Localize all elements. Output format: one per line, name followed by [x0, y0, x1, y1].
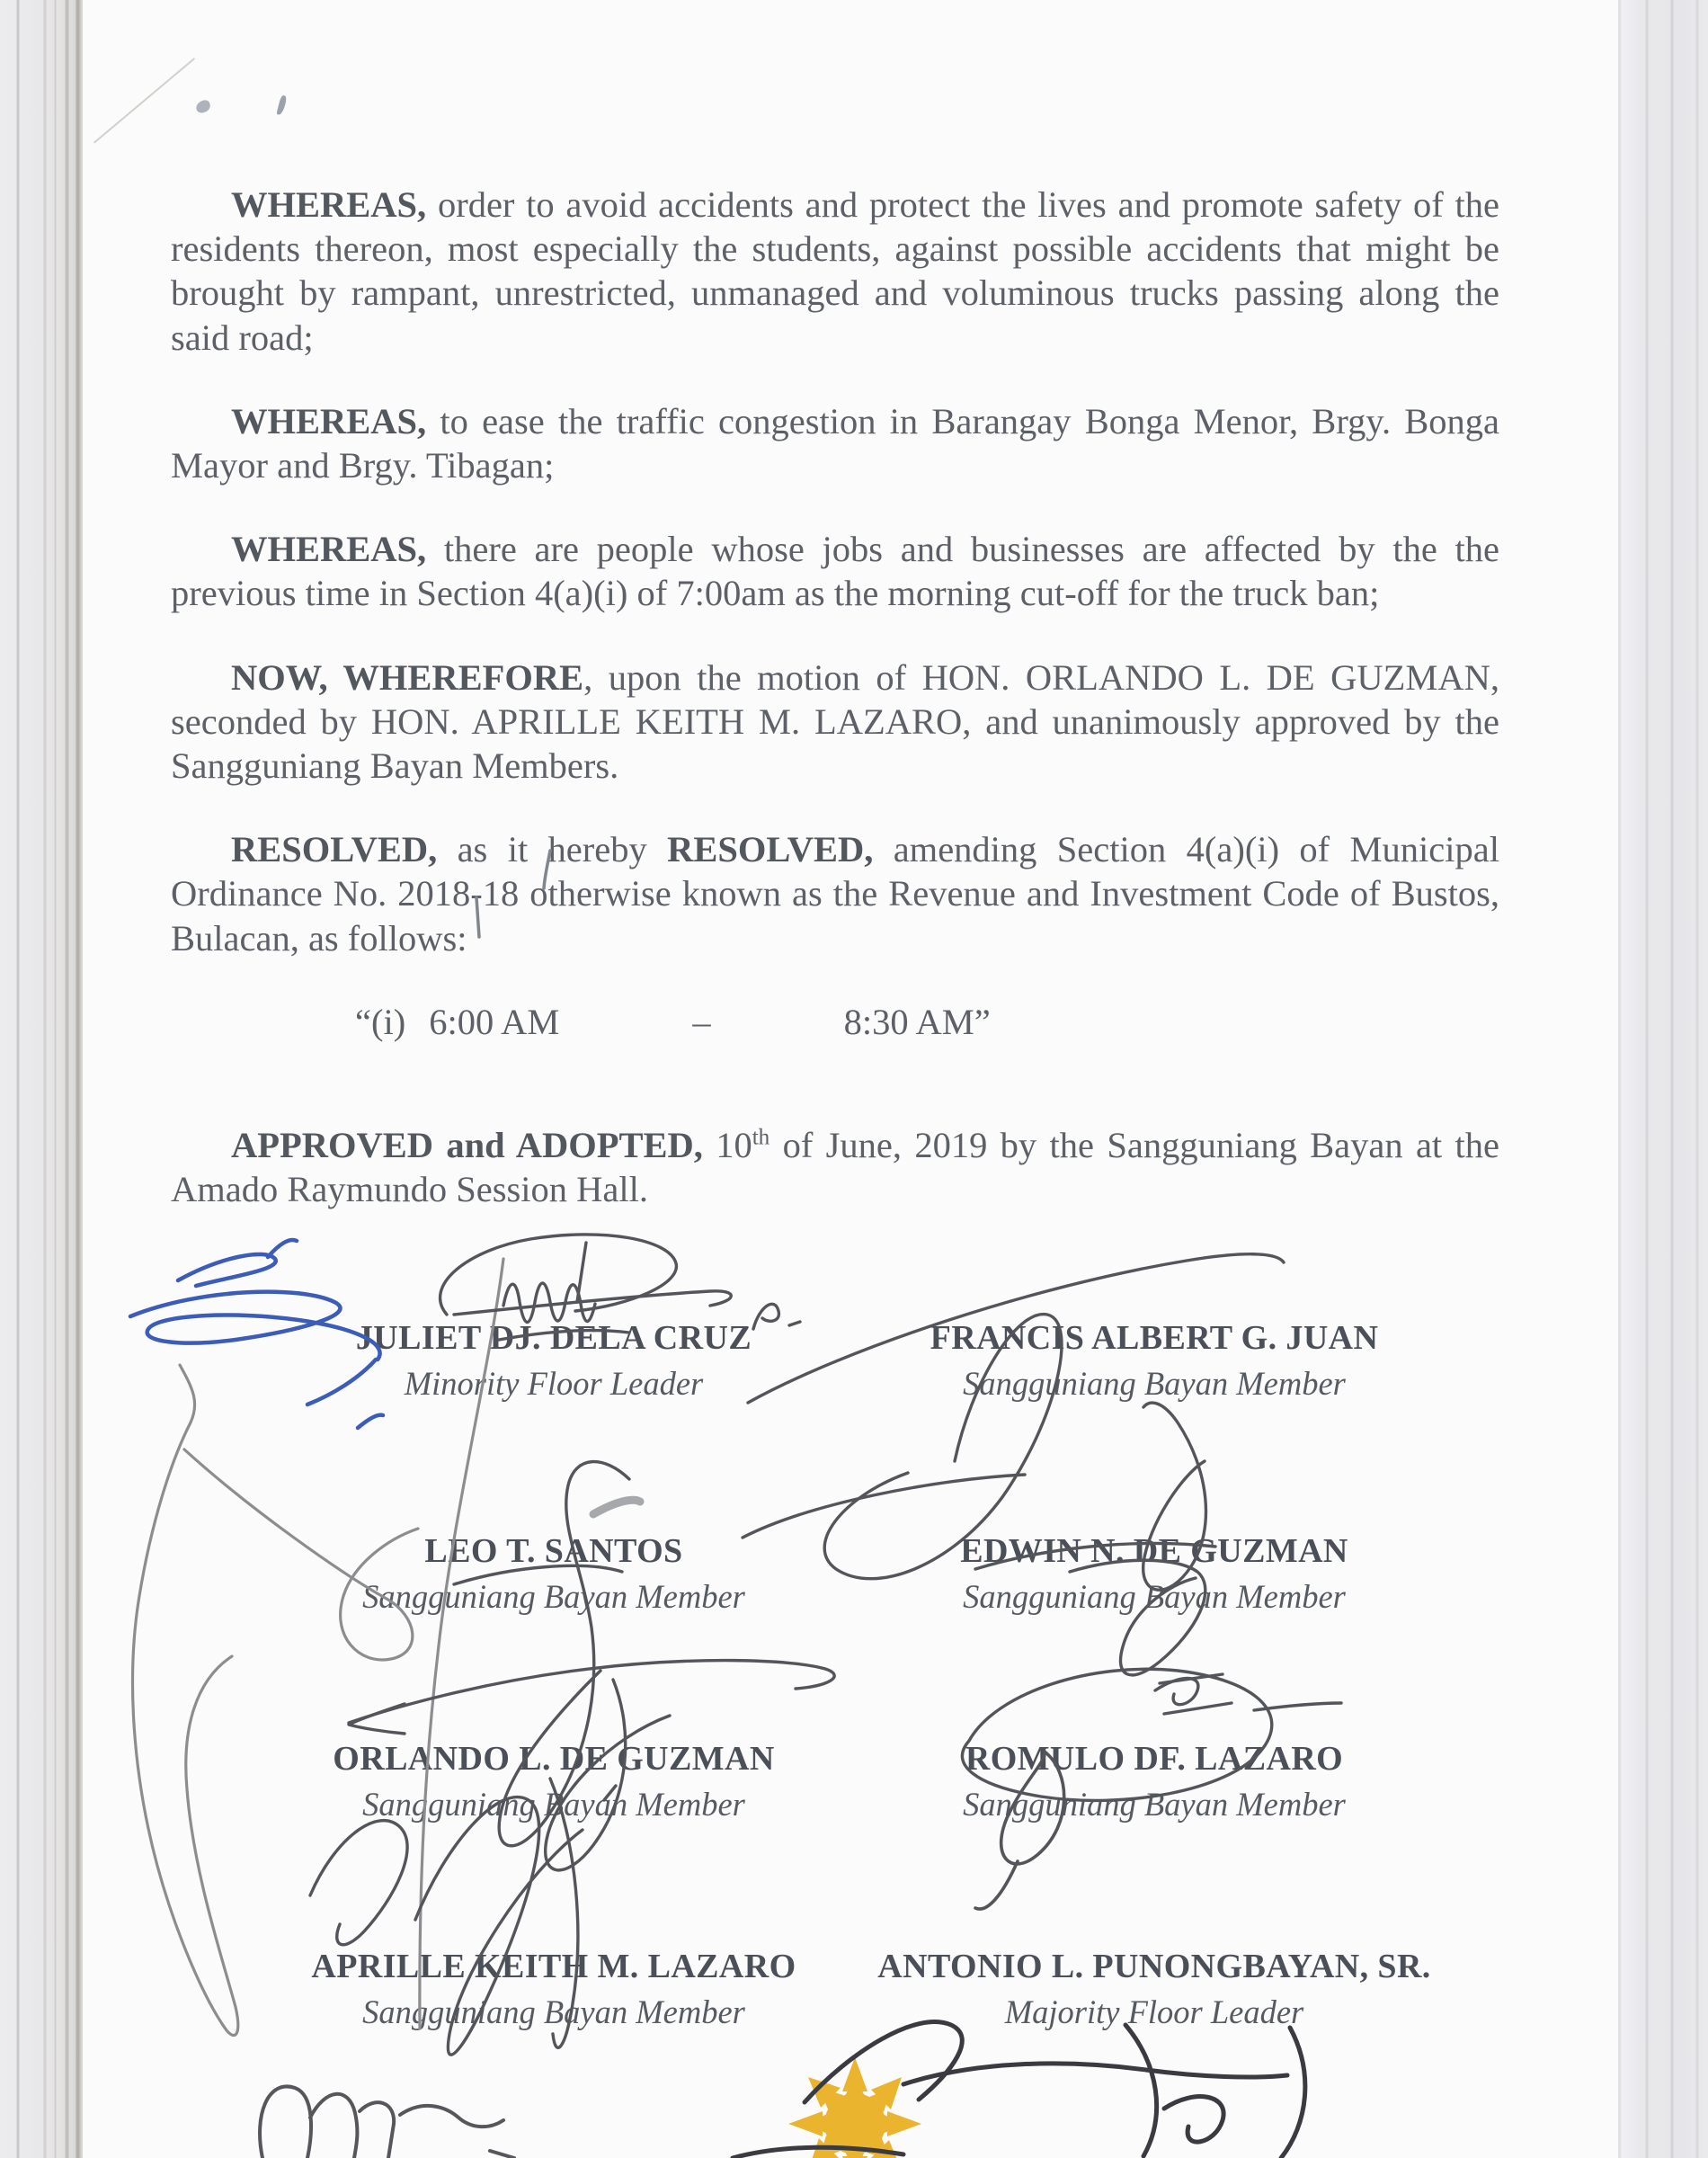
paragraph-text: amending Section 4(a)(i) of Municipal Ordinance No. 2018-18 otherwise known as the Revenue and Investment Code of Bustos, Bulacan, as follows: — [171, 829, 1499, 959]
scanner-edge-right — [1618, 0, 1708, 2158]
signatory-title: Sangguniang Bayan Member — [362, 1578, 745, 1615]
amendment-end-time: 8:30 AM” — [843, 1001, 991, 1042]
signatory-name: ROMULO DF. LAZARO — [965, 1740, 1344, 1778]
signatory-name: EDWIN N. DE GUZMAN — [960, 1532, 1348, 1570]
scanner-edge-left — [0, 0, 83, 2158]
wherefore-lead: NOW, WHEREFORE — [231, 656, 584, 698]
signatory-antonio-punongbayan — [867, 1947, 1442, 2031]
signatory-juliet-dela-cruz — [266, 1318, 841, 1403]
adoption-day: 10 — [702, 1125, 752, 1166]
signatory-aprille-keith-lazaro — [266, 1947, 841, 2031]
resolved-lead: RESOLVED, — [231, 829, 438, 870]
signatory-title: Sangguniang Bayan Member — [362, 1993, 745, 2030]
signatory-name: JULIET DJ. DELA CRUZ — [355, 1319, 752, 1357]
paragraph-text: of June, 2019 by the Sangguniang Bayan at the Amado Raymundo Session Hall. — [171, 1125, 1499, 1210]
signatory-name: ORLANDO L. DE GUZMAN — [333, 1740, 775, 1778]
paragraph-text: to ease the traffic congestion in Barangay Bonga Menor, Brgy. Bonga Mayor and Brgy. Tibagan; — [171, 400, 1499, 486]
ink-speck — [276, 94, 287, 115]
whereas-lead: WHEREAS, — [231, 529, 427, 570]
resolved-lead: RESOLVED, — [667, 829, 874, 870]
signatory-title: Majority Floor Leader — [1004, 1993, 1304, 2030]
amendment-dash: – — [692, 1001, 711, 1042]
amendment-prefix: “(i) — [355, 1001, 406, 1042]
paragraph-text: order to avoid accidents and protect the lives and promote safety of the residents thereon, most especially the students, against possible accidents that might be brought by rampant, unrestricted, unmanaged and voluminous trucks passing along the said road; — [171, 184, 1499, 358]
philippine-sun-icon — [788, 2057, 921, 2158]
signatory-title: Sangguniang Bayan Member — [963, 1365, 1346, 1402]
signatory-name: APRILLE KEITH M. LAZARO — [311, 1948, 796, 1985]
signature-ink-bottom-left-scribble — [260, 2086, 514, 2158]
signature-ink-bottom-flourish — [733, 2021, 1305, 2158]
whereas-paragraph-2 — [171, 399, 1499, 487]
whereas-lead: WHEREAS, — [231, 184, 427, 225]
signatory-name: LEO T. SANTOS — [424, 1532, 683, 1570]
paragraph-text: there are people whose jobs and businesses are affected by the the previous time in Section 4(a)(i) of 7:00am as the morning cut-off for the truck ban; — [171, 529, 1499, 614]
signatory-francis-albert-juan — [867, 1318, 1442, 1403]
approved-adopted-lead: APPROVED and ADOPTED, — [231, 1125, 703, 1166]
signatory-title: Sangguniang Bayan Member — [963, 1786, 1346, 1823]
resolved-paragraph — [171, 827, 1499, 960]
signatory-leo-santos — [266, 1531, 841, 1616]
signatory-romulo-lazaro — [867, 1739, 1442, 1824]
signatory-name: FRANCIS ALBERT G. JUAN — [930, 1319, 1379, 1357]
adoption-paragraph — [171, 1123, 1499, 1211]
paper-crease — [93, 58, 195, 143]
signatory-title: Sangguniang Bayan Member — [963, 1578, 1346, 1615]
ordinal-suffix: th — [752, 1125, 770, 1150]
amendment-start-time: 6:00 AM — [429, 1001, 560, 1042]
document-body — [171, 183, 1499, 1251]
whereas-paragraph-3 — [171, 527, 1499, 615]
ink-speck — [194, 99, 211, 114]
paragraph-text: , upon the motion of HON. ORLANDO L. DE GUZMAN, seconded by HON. APRILLE KEITH M. LAZARO, and unanimously approved by the Sangguniang Bayan Members. — [171, 656, 1499, 787]
amendment-time-line — [171, 1000, 1499, 1044]
whereas-paragraph-1 — [171, 183, 1499, 360]
paragraph-text: as it hereby — [437, 829, 668, 870]
signatory-name: ANTONIO L. PUNONGBAYAN, SR. — [877, 1948, 1431, 1985]
signatory-title: Sangguniang Bayan Member — [362, 1786, 745, 1823]
now-wherefore-paragraph — [171, 655, 1499, 789]
signatory-title: Minority Floor Leader — [404, 1365, 704, 1402]
signature-ink-francis — [743, 1254, 1284, 1579]
signatory-orlando-de-guzman — [266, 1739, 841, 1824]
signatory-edwin-de-guzman — [867, 1531, 1442, 1616]
whereas-lead: WHEREAS, — [231, 400, 427, 441]
